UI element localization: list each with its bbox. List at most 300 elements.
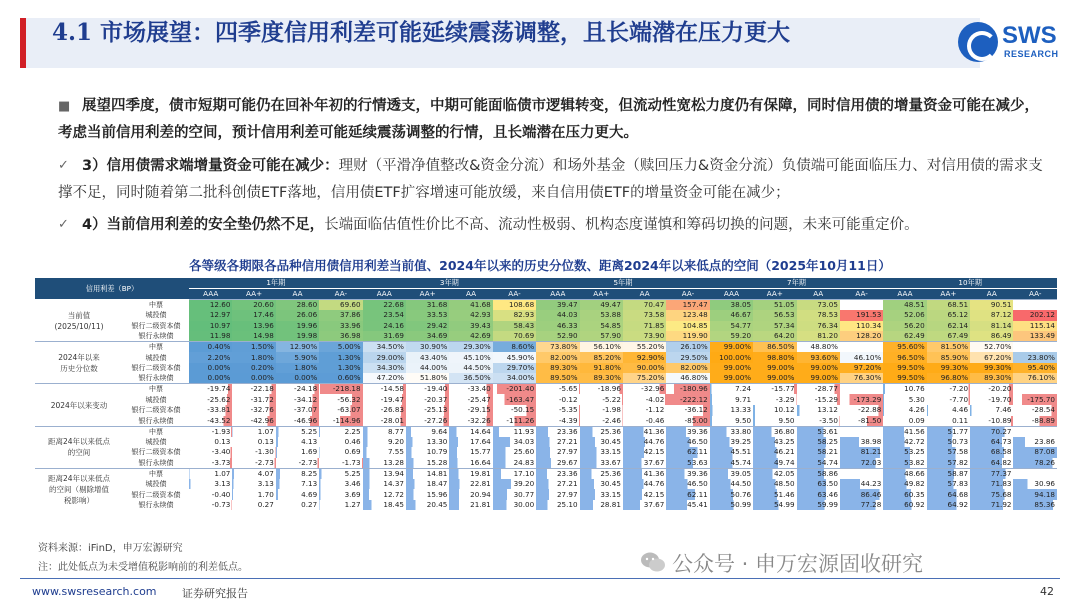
spread-cell: -27.26 xyxy=(406,416,449,427)
spread-cell: 10.79 xyxy=(406,447,449,458)
spread-cell: 46.21 xyxy=(753,447,796,458)
section-label: 2024年以来变动 xyxy=(50,400,108,410)
spread-cell: 63.46 xyxy=(797,489,840,500)
spread-cell: 26.10% xyxy=(666,342,709,353)
spread-cell: -18.96 xyxy=(580,384,623,395)
spread-cell: -32.76 xyxy=(232,405,275,416)
spread-cell: 45.51 xyxy=(710,447,753,458)
spread-cell: -37.07 xyxy=(276,405,319,416)
spread-cell: 0.40% xyxy=(189,342,232,353)
spread-cell: 60.35 xyxy=(883,489,926,500)
spread-cell: 62.11 xyxy=(666,489,709,500)
check-bullet-icon: ✓ xyxy=(58,217,69,232)
spread-cell: 39.47 xyxy=(536,300,579,311)
spread-cell: -4.02 xyxy=(623,394,666,405)
spread-cell: 20.60 xyxy=(232,300,275,311)
spread-cell: 3.69 xyxy=(319,489,362,500)
spread-cell: 13.33 xyxy=(710,405,753,416)
spread-cell: 39.36 xyxy=(666,468,709,479)
spread-cell: 92.90% xyxy=(623,352,666,363)
table-row xyxy=(35,373,1057,384)
section-label: 距离24年以来低点 的空间（剔除增值 税影响） xyxy=(47,474,111,506)
spread-cell: 29.70% xyxy=(493,363,536,374)
section-label: 当前值 (2025/10/11) xyxy=(54,310,104,331)
spread-cell: -19.74 xyxy=(189,384,232,395)
spread-cell: 13.94 xyxy=(363,468,406,479)
term-header: 1年期 xyxy=(189,278,363,289)
spread-cell: -19.40 xyxy=(406,384,449,395)
spread-cell: 104.85 xyxy=(666,321,709,332)
spread-cell: 0.27 xyxy=(276,500,319,511)
spread-cell: 37.67 xyxy=(623,500,666,511)
spread-cell: 46.80% xyxy=(666,373,709,384)
spread-cell: 99.50% xyxy=(883,373,926,384)
spread-cell: 36.98 xyxy=(319,331,362,342)
spread-cell: 31.68 xyxy=(406,300,449,311)
spread-cell: 89.50% xyxy=(536,373,579,384)
spread-cell: 45.90% xyxy=(493,352,536,363)
bond-type-label: 中票 xyxy=(149,343,163,352)
spread-cell: 63.50 xyxy=(797,479,840,490)
spread-cell: 33.80 xyxy=(710,426,753,437)
point4-body: 长端面临估值性价比不高、流动性极弱、机构态度谨慎和筹码切换的问题，未来可能重定价。 xyxy=(324,217,919,233)
grade-header: AA+ xyxy=(406,289,449,300)
spread-cell: 59.20 xyxy=(710,331,753,342)
spread-cell: -5.35 xyxy=(536,405,579,416)
spread-cell: 9.50 xyxy=(710,416,753,427)
spread-cell: 90.00% xyxy=(623,363,666,374)
spread-cell: 73.90 xyxy=(623,331,666,342)
spread-cell: 45.10% xyxy=(449,352,492,363)
spread-cell: 15.77 xyxy=(449,447,492,458)
spread-cell: 27.97 xyxy=(536,447,579,458)
spread-cell: 50.76 xyxy=(710,489,753,500)
spread-cell: 58.86 xyxy=(797,468,840,479)
grade-header: AA+ xyxy=(927,289,970,300)
spread-cell: 23.36 xyxy=(536,468,579,479)
spread-cell: 100.00% xyxy=(710,352,753,363)
spread-cell: 48.51 xyxy=(883,300,926,311)
spread-cell: -25.62 xyxy=(189,394,232,405)
spread-cell: 1.07 xyxy=(232,426,275,437)
spread-cell: 96.50% xyxy=(883,352,926,363)
spread-cell: 119.90 xyxy=(666,331,709,342)
table-caption: 各等级各期限各品种信用债信用利差当前值、2024年以来的历史分位数、距离2024年以来低点的空间（2025年10月11日） xyxy=(189,258,891,273)
spread-cell: 11.98 xyxy=(189,331,232,342)
spread-cell: 94.18 xyxy=(1013,489,1057,500)
spread-cell: 56.53 xyxy=(753,310,796,321)
term-header: 7年期 xyxy=(710,278,884,289)
spread-cell: 62.49 xyxy=(883,331,926,342)
table-corner-label: 信用利差（BP） xyxy=(35,278,189,300)
spread-cell: 22.68 xyxy=(363,300,406,311)
check-bullet-icon: ✓ xyxy=(58,158,69,173)
spread-cell: 51.77 xyxy=(927,426,970,437)
logo-text: SWS xyxy=(1002,22,1057,49)
spread-cell: -20.20 xyxy=(970,384,1013,395)
spread-cell: 86.49 xyxy=(970,331,1013,342)
spread-cell: -25.13 xyxy=(406,405,449,416)
spread-cell: -50.15 xyxy=(493,405,536,416)
spread-cell: 8.77 xyxy=(363,426,406,437)
table-row xyxy=(35,394,1057,405)
spread-cell: 7.55 xyxy=(363,447,406,458)
spread-cell: -163.47 xyxy=(493,394,536,405)
spread-cell: -15.29 xyxy=(797,394,840,405)
spread-cell: 10.76 xyxy=(883,384,926,395)
table-row xyxy=(35,405,1057,416)
spread-cell: -33.40 xyxy=(449,384,492,395)
spread-cell: 1.80% xyxy=(232,352,275,363)
spread-cell: 56.20 xyxy=(883,321,926,332)
spread-cell: 28.81 xyxy=(580,500,623,511)
spread-cell xyxy=(840,342,883,353)
bond-type-label: 银行二级资本债 xyxy=(131,448,181,457)
bond-type-label: 银行二级资本债 xyxy=(131,321,181,330)
spread-cell: -63.07 xyxy=(319,405,362,416)
spread-cell: 29.42 xyxy=(406,321,449,332)
bond-type-label: 中票 xyxy=(149,469,163,478)
spread-cell: 58.87 xyxy=(927,468,970,479)
spread-cell: -0.46 xyxy=(623,416,666,427)
spread-cell: -56.32 xyxy=(319,394,362,405)
spread-cell: 90.51 xyxy=(970,300,1013,311)
spread-cell: 52.06 xyxy=(883,310,926,321)
spread-cell: 99.00% xyxy=(797,373,840,384)
spread-cell: 50.73 xyxy=(927,437,970,448)
spread-cell: 62.14 xyxy=(927,321,970,332)
point3-body: 理财（平滑净值整改&资金分流）和场外基金（赎回压力&资金分流）负债端可能面临压力、对信用债的需求支撑不足，同时随着第二批科创债ETF落地，信用债ETF扩容增速可能放缓，来自信用债ETF的增量资金可能在减少； xyxy=(58,158,1043,201)
page-number: 42 xyxy=(1040,585,1054,598)
spread-cell: 29.67 xyxy=(536,458,579,469)
spread-cell: 115.14 xyxy=(1013,321,1057,332)
spread-cell: 46.50 xyxy=(666,437,709,448)
table-row xyxy=(35,310,1057,321)
spread-cell: 30.00 xyxy=(493,500,536,511)
table-row xyxy=(35,352,1057,363)
spread-cell: 99.00% xyxy=(753,373,796,384)
spread-cell: 99.30% xyxy=(970,363,1013,374)
spread-cell: 45.41 xyxy=(666,500,709,511)
spread-cell: 68.51 xyxy=(927,300,970,311)
spread-cell xyxy=(1013,300,1057,311)
term-header: 3年期 xyxy=(363,278,537,289)
spread-cell: 14.98 xyxy=(232,331,275,342)
spread-cell: 12.60 xyxy=(189,300,232,311)
spread-cell: -5.65 xyxy=(536,384,579,395)
spread-cell: 128.20 xyxy=(840,331,883,342)
spread-cell: 191.53 xyxy=(840,310,883,321)
spread-cell: 51.80% xyxy=(406,373,449,384)
footnote: 注：此处低点为未受增值税影响前的利差低点。 xyxy=(38,562,248,573)
spread-cell: 34.30% xyxy=(363,363,406,374)
spread-cell: 23.54 xyxy=(363,310,406,321)
spread-cell: 56.10% xyxy=(580,342,623,353)
bond-type-label: 中票 xyxy=(149,427,163,436)
spread-cell: 55.20% xyxy=(623,342,666,353)
table-row xyxy=(35,437,1057,448)
spread-cell: 75.20% xyxy=(623,373,666,384)
spread-cell: 81.20 xyxy=(797,331,840,342)
spread-cell: 78.53 xyxy=(797,310,840,321)
table-grade-row xyxy=(35,289,1057,300)
spread-cell: 28.60 xyxy=(276,300,319,311)
spread-cell: 39.43 xyxy=(449,321,492,332)
spread-cell: 4.46 xyxy=(927,405,970,416)
spread-cell: 82.93 xyxy=(493,310,536,321)
spread-cell: 10.97 xyxy=(189,321,232,332)
spread-cell: 19.98 xyxy=(276,331,319,342)
spread-cell: 77.28 xyxy=(840,500,883,511)
spread-cell: 11.93 xyxy=(493,426,536,437)
footer-divider xyxy=(20,578,1060,579)
spread-cell: -218.18 xyxy=(319,384,362,395)
spread-cell: -173.29 xyxy=(840,394,883,405)
spread-cell: 46.67 xyxy=(710,310,753,321)
spread-cell: 42.72 xyxy=(883,437,926,448)
bond-type-label: 中票 xyxy=(149,385,163,394)
spread-cell: -33.81 xyxy=(189,405,232,416)
spread-cell: 13.28 xyxy=(363,458,406,469)
spread-cell: 81.50% xyxy=(927,342,970,353)
bond-type-label: 银行永续债 xyxy=(138,501,174,510)
spread-cell: 68.58 xyxy=(970,447,1013,458)
spread-cell: 5.25 xyxy=(276,426,319,437)
spread-cell: 81.21 xyxy=(840,447,883,458)
spread-cell: 97.20% xyxy=(840,363,883,374)
spread-cell: 49.82 xyxy=(883,479,926,490)
spread-cell: 54.85 xyxy=(580,321,623,332)
grade-header: AAA xyxy=(363,289,406,300)
grade-header: AA+ xyxy=(232,289,275,300)
spread-cell: -25.47 xyxy=(449,394,492,405)
spread-cell: 4.26 xyxy=(883,405,926,416)
spread-cell: 57.82 xyxy=(927,458,970,469)
watermark: 公众号 · 申万宏源固收研究 xyxy=(672,552,924,576)
grade-header: AA- xyxy=(319,289,362,300)
spread-cell: 41.36 xyxy=(623,468,666,479)
spread-cell: 43.25 xyxy=(753,437,796,448)
bond-type-label: 银行永续债 xyxy=(138,458,174,467)
spread-cell: 33.67 xyxy=(580,458,623,469)
spread-cell: 12.97 xyxy=(189,310,232,321)
spread-cell: 99.00% xyxy=(710,342,753,353)
spread-cell: 42.93 xyxy=(449,310,492,321)
spread-cell xyxy=(840,426,883,437)
spread-cell: 0.00% xyxy=(276,373,319,384)
spread-cell: 30.96 xyxy=(1013,479,1057,490)
spread-cell: 73.58 xyxy=(623,310,666,321)
spread-cell: 64.20 xyxy=(753,331,796,342)
spread-cell: 17.10 xyxy=(493,468,536,479)
spread-cell: -175.70 xyxy=(1013,394,1057,405)
bond-type-label: 银行永续债 xyxy=(138,416,174,425)
spread-cell: 87.08 xyxy=(1013,447,1057,458)
spread-cell: 45.74 xyxy=(710,458,753,469)
point4-heading: 4）当前信用利差的安全垫仍然不足， xyxy=(82,217,325,233)
spread-cell: 16.64 xyxy=(449,458,492,469)
spread-cell: 57.34 xyxy=(753,321,796,332)
spread-cell: 49.47 xyxy=(580,300,623,311)
spread-cell: 30.77 xyxy=(493,489,536,500)
spread-cell: -32.96 xyxy=(623,384,666,395)
spread-cell: -1.93 xyxy=(189,426,232,437)
spread-cell: -7.70 xyxy=(927,394,970,405)
spread-cell: 52.70% xyxy=(970,342,1013,353)
spread-cell: 78.26 xyxy=(1013,458,1057,469)
spread-cell: 27.97 xyxy=(536,489,579,500)
section-label: 2024年以来 历史分位数 xyxy=(58,352,100,373)
grade-header: AA xyxy=(797,289,840,300)
table-row xyxy=(35,331,1057,342)
grade-header: AAA xyxy=(883,289,926,300)
footer-url-link[interactable]: www.swsresearch.com xyxy=(32,585,157,598)
spread-cell: 48.50 xyxy=(753,479,796,490)
spread-cell: -36.12 xyxy=(666,405,709,416)
term-header: 5年期 xyxy=(536,278,710,289)
spread-cell: 29.30% xyxy=(449,342,492,353)
bond-type-label: 银行永续债 xyxy=(138,374,174,383)
logo-subtext: RESEARCH xyxy=(1004,49,1059,59)
spread-cell: 47.20% xyxy=(363,373,406,384)
sws-logo xyxy=(958,20,1063,64)
bond-type-label: 城投债 xyxy=(145,480,167,489)
spread-cell: -1.98 xyxy=(580,405,623,416)
spread-cell: -1.12 xyxy=(623,405,666,416)
spread-cell: 99.30% xyxy=(927,363,970,374)
spread-cell: 54.99 xyxy=(753,500,796,511)
spread-cell: 85.20% xyxy=(580,352,623,363)
spread-cell: 34.00% xyxy=(493,373,536,384)
table-row xyxy=(35,300,1057,311)
spread-cell: -201.40 xyxy=(493,384,536,395)
footer-report-label: 证券研究报告 xyxy=(182,587,248,600)
spread-cell: 12.72 xyxy=(363,489,406,500)
table-row xyxy=(35,447,1057,458)
bond-type-label: 城投债 xyxy=(145,437,167,446)
spread-cell: 96.80% xyxy=(927,373,970,384)
spread-cell: 25.36 xyxy=(580,468,623,479)
spread-cell: -222.12 xyxy=(666,394,709,405)
spread-cell: 7.13 xyxy=(276,479,319,490)
spread-cell: 34.69 xyxy=(406,331,449,342)
spread-cell: 67.49 xyxy=(927,331,970,342)
spread-cell: 89.30% xyxy=(970,373,1013,384)
spread-cell: 21.81 xyxy=(449,500,492,511)
table-row xyxy=(35,363,1057,374)
bond-type-label: 银行二级资本债 xyxy=(131,406,181,415)
spread-cell: -5.22 xyxy=(580,394,623,405)
spread-cell: 4.07 xyxy=(232,468,275,479)
spread-cell: -0.40 xyxy=(189,489,232,500)
spread-cell: -19.70 xyxy=(970,394,1013,405)
spread-cell: 33.53 xyxy=(406,310,449,321)
spread-cell: 77.37 xyxy=(970,468,1013,479)
spread-cell: 133.49 xyxy=(1013,331,1057,342)
spread-cell: 58.25 xyxy=(797,437,840,448)
spread-cell: 57.83 xyxy=(927,479,970,490)
table-row xyxy=(35,489,1057,500)
spread-cell: 1.30% xyxy=(319,363,362,374)
grade-header: AA- xyxy=(1013,289,1057,300)
spread-cell: 0.13 xyxy=(232,437,275,448)
grade-header: AAA xyxy=(189,289,232,300)
spread-cell: 1.70 xyxy=(232,489,275,500)
spread-cell: 13.12 xyxy=(797,405,840,416)
spread-cell: 71.85 xyxy=(623,321,666,332)
spread-cell: 108.68 xyxy=(493,300,536,311)
spread-cell: -43.52 xyxy=(189,416,232,427)
spread-cell: -34.12 xyxy=(276,394,319,405)
spread-cell: 25.10 xyxy=(536,500,579,511)
spread-cell: 123.48 xyxy=(666,310,709,321)
spread-cell: 0.20% xyxy=(232,363,275,374)
section-label: 距离24年以来低点 的空间 xyxy=(47,437,111,458)
spread-cell: 71.92 xyxy=(970,500,1013,511)
spread-cell: -1.30 xyxy=(232,447,275,458)
spread-cell: 95.40% xyxy=(1013,363,1057,374)
spread-cell: -32.26 xyxy=(449,416,492,427)
spread-cell: 14.81 xyxy=(406,468,449,479)
spread-cell: -31.72 xyxy=(232,394,275,405)
spread-cell: 14.37 xyxy=(363,479,406,490)
spread-cell: 0.69 xyxy=(319,447,362,458)
spread-cell: 0.11 xyxy=(927,416,970,427)
spread-cell: -10.89 xyxy=(970,416,1013,427)
spread-cell: 24.83 xyxy=(493,458,536,469)
spread-cell: -111.26 xyxy=(493,416,536,427)
spread-cell: 8.60% xyxy=(493,342,536,353)
spread-cell: 64.82 xyxy=(970,458,1013,469)
spread-cell: 53.61 xyxy=(797,426,840,437)
spread-cell: 14.64 xyxy=(449,426,492,437)
grade-header: AA- xyxy=(666,289,709,300)
spread-cell: 38.05 xyxy=(710,300,753,311)
spread-cell: 33.96 xyxy=(319,321,362,332)
spread-cell: 44.76 xyxy=(623,479,666,490)
spread-cell: 13.96 xyxy=(232,321,275,332)
spread-cell: 20.94 xyxy=(449,489,492,500)
page-title: 4.1 市场展望：四季度信用利差可能延续震荡调整，且长端潜在压力更大 xyxy=(52,19,791,46)
spread-cell: 24.16 xyxy=(363,321,406,332)
grade-header: AAA xyxy=(710,289,753,300)
spread-cell: 1.80% xyxy=(276,363,319,374)
spread-cell: 5.25 xyxy=(319,468,362,479)
spread-cell: 39.36 xyxy=(666,426,709,437)
spread-cell: 22.81 xyxy=(449,479,492,490)
table-row xyxy=(35,426,1057,437)
spread-cell: -2.46 xyxy=(580,416,623,427)
spread-cell: 36.80 xyxy=(753,426,796,437)
spread-cell: 31.69 xyxy=(363,331,406,342)
spread-cell: 76.10% xyxy=(1013,373,1057,384)
point4-paragraph xyxy=(58,212,1048,239)
spread-cell: -20.37 xyxy=(406,394,449,405)
spread-cell: 0.60% xyxy=(319,373,362,384)
source-note: 资料来源：iFinD，申万宏源研究 xyxy=(38,543,183,554)
spread-cell: 95.60% xyxy=(883,342,926,353)
spread-cell xyxy=(1013,384,1057,395)
spread-cell: 58.43 xyxy=(493,321,536,332)
spread-cell: 18.47 xyxy=(406,479,449,490)
spread-cell: 75.68 xyxy=(970,489,1013,500)
spread-cell: 5.90% xyxy=(276,352,319,363)
spread-cell: 70.27 xyxy=(970,426,1013,437)
spread-cell: -28.54 xyxy=(1013,405,1057,416)
term-header: 10年期 xyxy=(883,278,1057,289)
spread-cell: 1.50% xyxy=(232,342,275,353)
spread-cell: 1.30% xyxy=(319,352,362,363)
